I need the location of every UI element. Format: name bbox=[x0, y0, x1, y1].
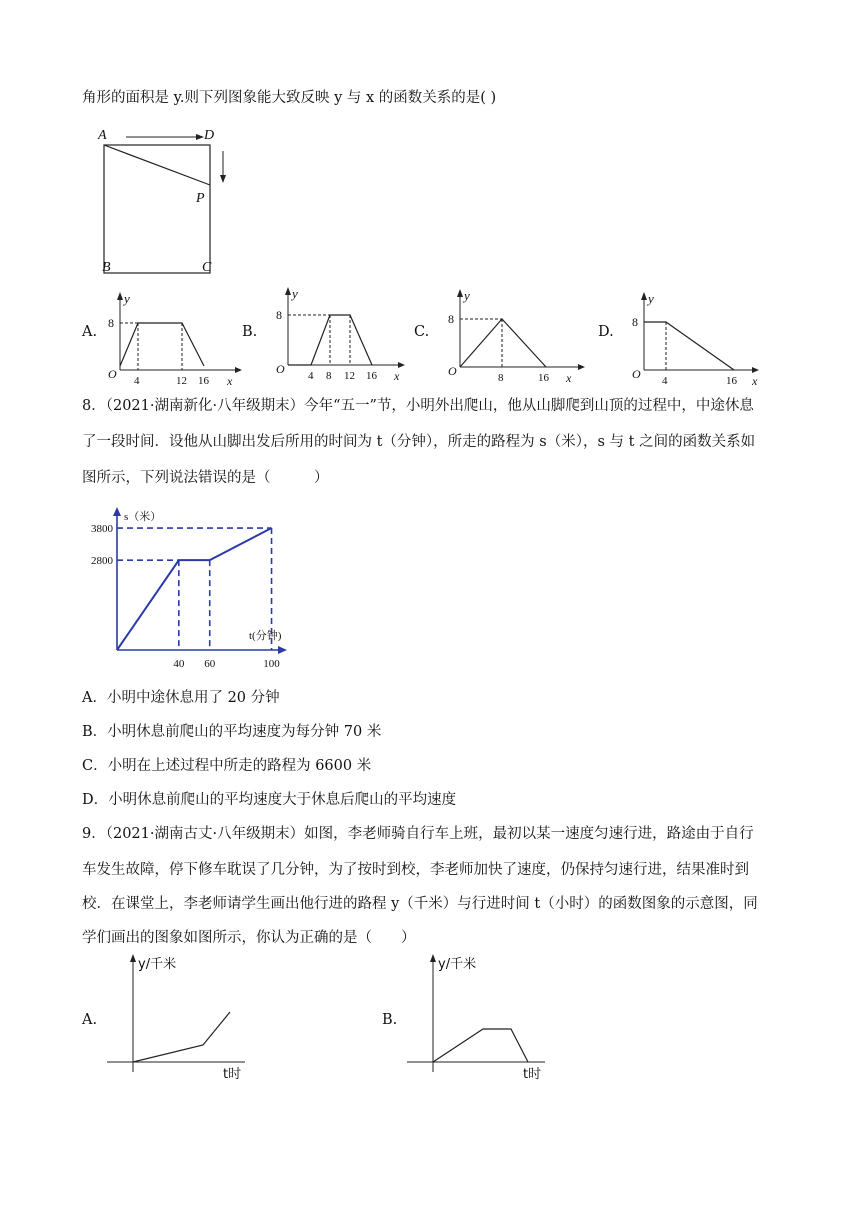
q7-option-b-graph bbox=[268, 285, 408, 383]
origin-label: O bbox=[448, 364, 457, 378]
y-value-label: 8 bbox=[632, 315, 638, 329]
q7-option-b-letter: B. bbox=[242, 324, 258, 340]
x-axis-label: x bbox=[227, 374, 233, 388]
q7-stem-tail: 角形的面积是 y.则下列图象能大致反映 y 与 x 的函数关系的是( ) bbox=[82, 90, 497, 106]
q9-stem-line-4: 学们画出的图象如图所示，你认为正确的是（ ） bbox=[82, 930, 416, 946]
y-axis-label: y/千米 bbox=[438, 957, 477, 972]
q9-option-b-graph bbox=[405, 952, 565, 1082]
x-tick-label: 40 bbox=[173, 658, 185, 670]
q7-option-d-graph bbox=[624, 290, 774, 388]
x-axis-label: x bbox=[752, 374, 758, 388]
q7-label-B: B bbox=[102, 260, 111, 275]
q7-label-D: D bbox=[204, 128, 215, 143]
x-tick-label: 4 bbox=[134, 375, 140, 387]
q8-option-b: B．小明休息前爬山的平均速度为每分钟 70 米 bbox=[82, 724, 382, 740]
q8-stem-line-1: 8．（2021·湖南新化·八年级期末）今年“五一”节，小明外出爬山，他从山脚爬到山顶的过程中，中途休息 bbox=[82, 398, 754, 414]
q8-option-d: D．小明休息前爬山的平均速度大于休息后爬山的平均速度 bbox=[82, 792, 457, 808]
x-tick-label: 4 bbox=[662, 375, 668, 387]
y-axis-label: s（米） bbox=[124, 511, 162, 523]
q8-distance-time-chart bbox=[80, 502, 300, 672]
y-value-label: 8 bbox=[108, 316, 114, 330]
y-tick-label: 2800 bbox=[91, 555, 113, 568]
q9-option-a-graph bbox=[105, 952, 265, 1082]
q7-square-figure bbox=[96, 125, 246, 275]
y-axis-label: y/千米 bbox=[138, 957, 177, 972]
q9-stem-line-2: 车发生故障，停下修车耽误了几分钟，为了按时到校，李老师加快了速度，仍保持匀速行进，结果准时到 bbox=[82, 862, 749, 878]
y-axis-label: y bbox=[292, 286, 298, 301]
origin-label: O bbox=[108, 367, 117, 381]
q9-stem-line-3: 校．在课堂上，李老师请学生画出他行进的路程 y（千米）与行进时间 t（小时）的函数图象的示意图，同 bbox=[82, 896, 758, 912]
x-tick-label: 16 bbox=[366, 370, 377, 382]
origin-label: O bbox=[276, 362, 285, 376]
q7-option-a-letter: A. bbox=[82, 324, 98, 340]
x-tick-label: 12 bbox=[176, 375, 187, 387]
q9-stem-line-1: 9．（2021·湖南古丈·八年级期末）如图，李老师骑自行车上班，最初以某一速度匀速行进，路途由于自行 bbox=[82, 826, 754, 842]
x-axis-label: t时 bbox=[223, 1067, 242, 1082]
q8-stem-line-3: 图所示，下列说法错误的是（ ） bbox=[82, 470, 329, 486]
x-tick-label: 8 bbox=[326, 370, 332, 382]
x-tick-label: 4 bbox=[308, 370, 314, 382]
x-axis-label: x bbox=[394, 369, 400, 383]
q7-option-a-graph bbox=[100, 290, 240, 388]
q7-option-c-letter: C. bbox=[414, 324, 430, 340]
q8-stem-line-2: 了一段时间．设他从山脚出发后所用的时间为 t（分钟），所走的路程为 s（米），s 与 t 之间的函数关系如 bbox=[82, 434, 756, 450]
x-tick-label: 60 bbox=[204, 658, 216, 670]
x-tick-label: 16 bbox=[726, 375, 737, 387]
x-tick-label: 12 bbox=[344, 370, 355, 382]
y-axis-label: y bbox=[124, 291, 130, 306]
x-axis-label: x bbox=[566, 371, 572, 385]
origin-label: O bbox=[632, 367, 641, 381]
q8-option-c: C．小明在上述过程中所走的路程为 6600 米 bbox=[82, 758, 372, 774]
x-tick-label: 16 bbox=[198, 375, 209, 387]
y-value-label: 8 bbox=[448, 312, 454, 326]
x-tick-label: 8 bbox=[498, 372, 504, 384]
q9-option-a-letter: A. bbox=[82, 1012, 98, 1028]
q7-label-P: P bbox=[196, 191, 205, 206]
q9-option-b-letter: B. bbox=[382, 1012, 398, 1028]
q8-option-a: A．小明中途休息用了 20 分钟 bbox=[82, 690, 280, 706]
q7-option-d-letter: D. bbox=[598, 324, 614, 340]
y-axis-label: y bbox=[464, 288, 470, 303]
q7-option-c-graph bbox=[440, 287, 590, 385]
x-tick-label: 100 bbox=[263, 658, 280, 670]
x-tick-label: 16 bbox=[538, 372, 549, 384]
y-tick-label: 3800 bbox=[91, 523, 113, 536]
x-axis-label: t时 bbox=[523, 1067, 542, 1082]
y-axis-label: y bbox=[648, 291, 654, 306]
q7-label-A: A bbox=[98, 128, 107, 143]
y-value-label: 8 bbox=[276, 308, 282, 322]
q7-label-C: C bbox=[202, 260, 212, 275]
x-axis-label: t(分钟) bbox=[249, 630, 282, 642]
